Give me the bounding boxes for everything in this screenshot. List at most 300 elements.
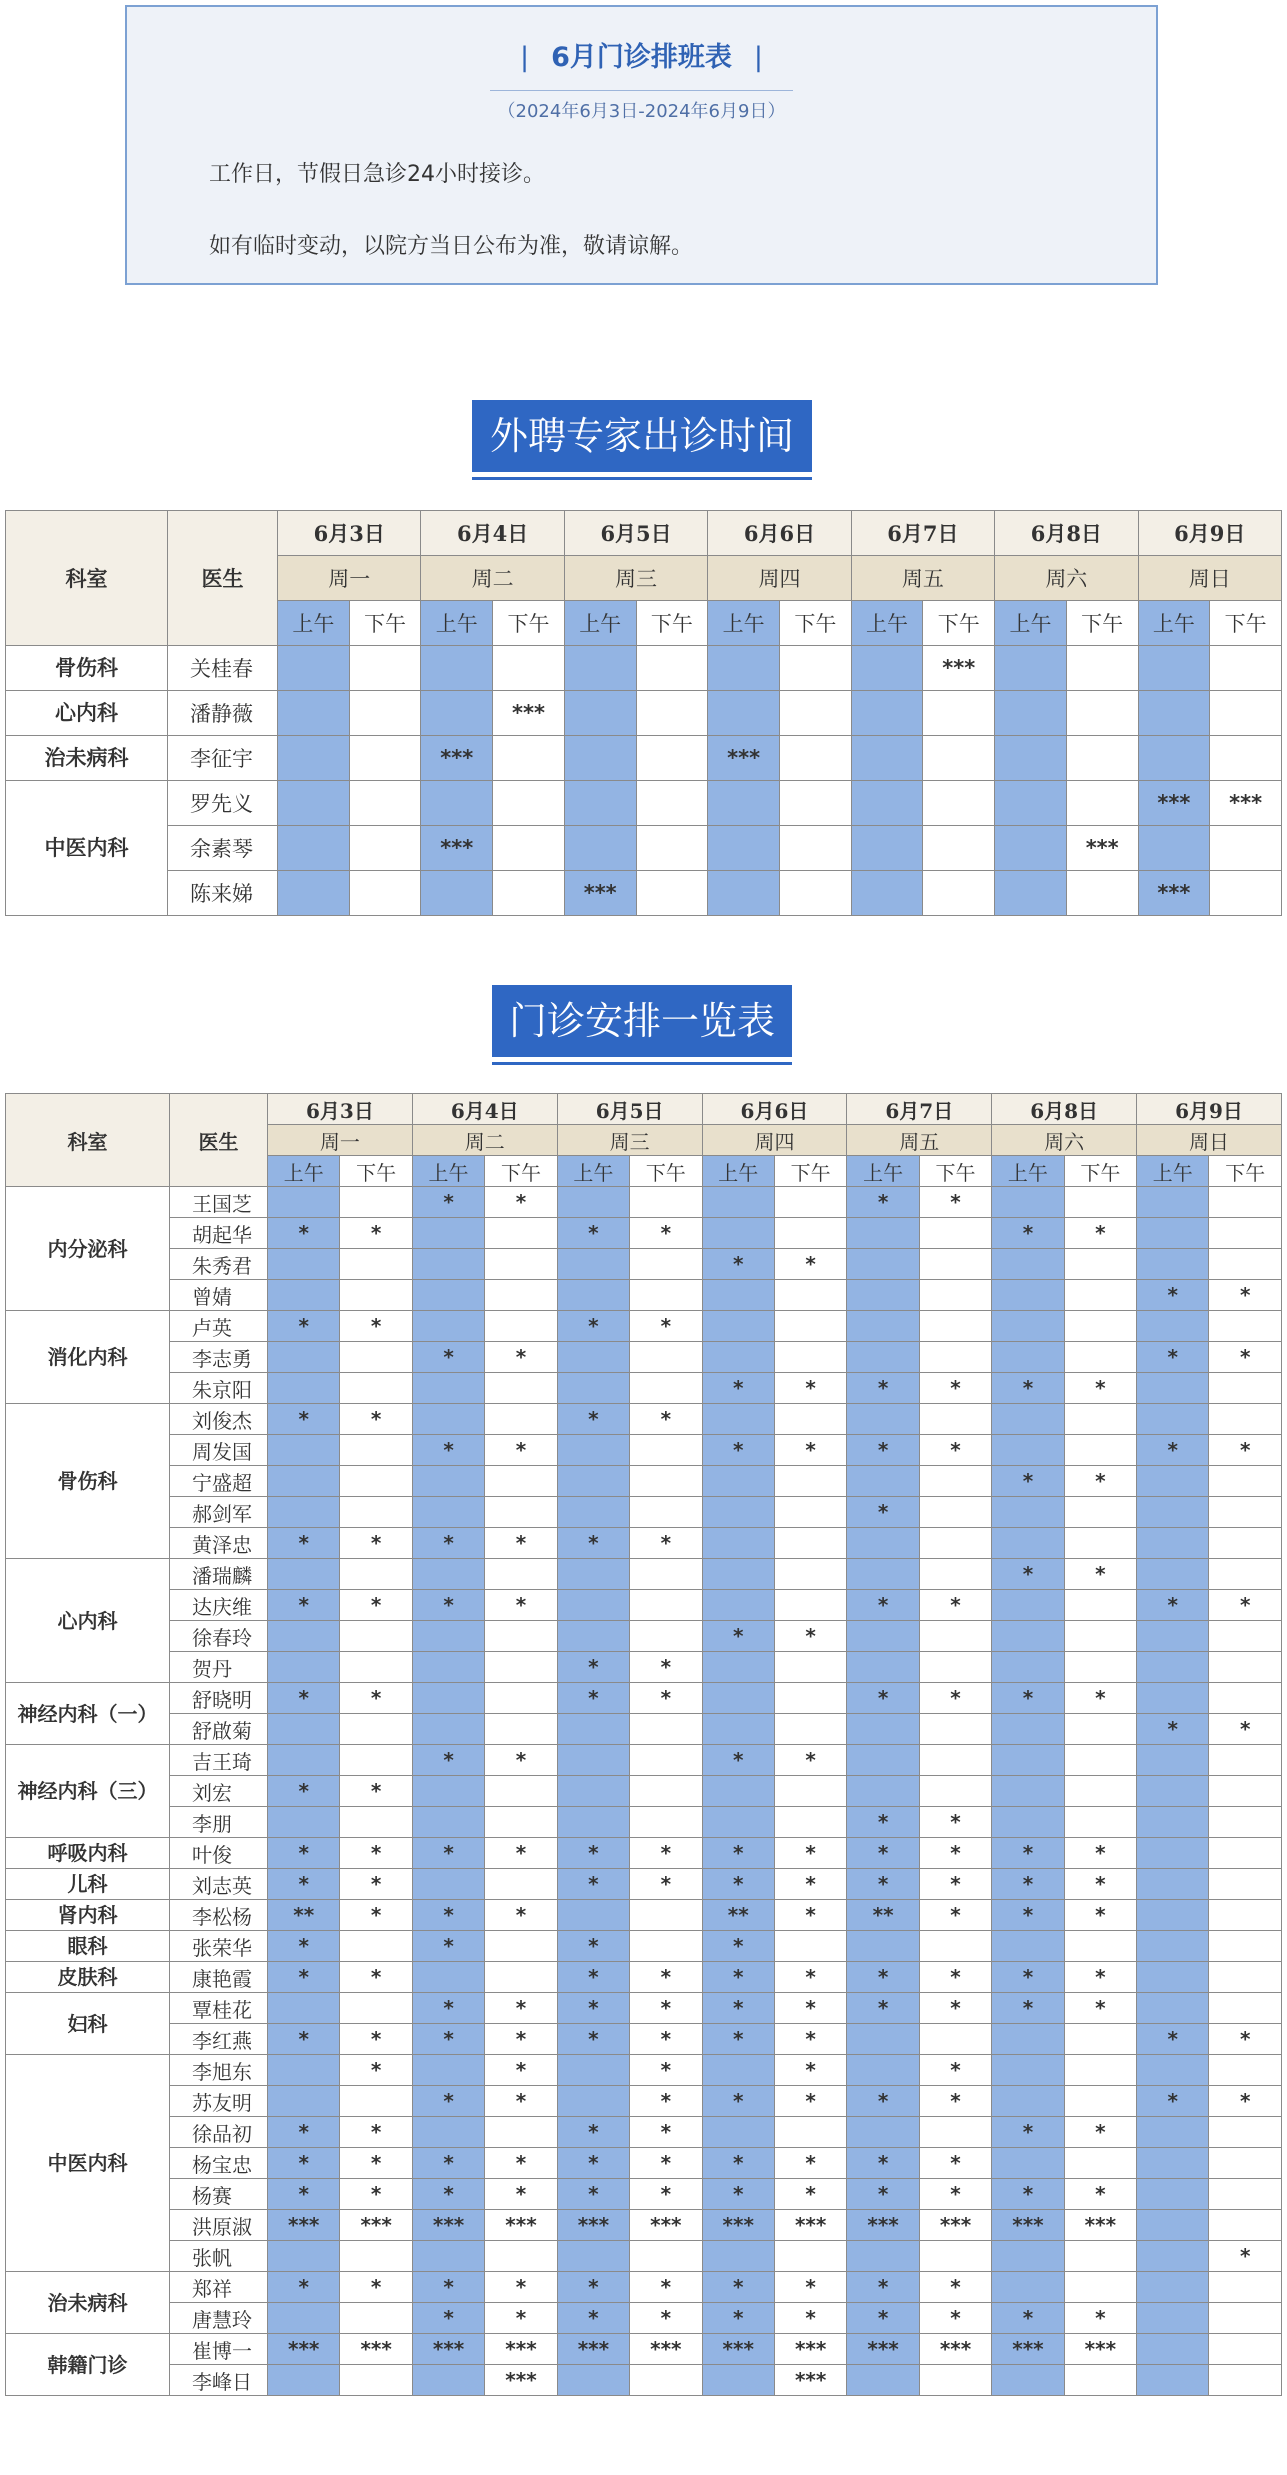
schedule-slot <box>1066 871 1138 916</box>
doctor-name: 潘瑞麟 <box>170 1559 268 1590</box>
schedule-slot <box>919 1218 991 1249</box>
schedule-slot: * <box>774 1435 846 1466</box>
schedule-slot <box>1064 1342 1136 1373</box>
schedule-slot <box>1138 646 1210 691</box>
schedule-slot: * <box>340 2024 412 2055</box>
schedule-slot <box>847 1652 919 1683</box>
department-cell: 治未病科 <box>6 736 168 781</box>
schedule-slot <box>349 646 421 691</box>
schedule-slot <box>268 2303 340 2334</box>
schedule-slot <box>919 1621 991 1652</box>
am-header: 上午 <box>421 601 493 646</box>
schedule-slot <box>919 1466 991 1497</box>
schedule-slot: * <box>919 1993 991 2024</box>
schedule-slot <box>774 1280 846 1311</box>
schedule-slot <box>702 1342 774 1373</box>
schedule-slot: *** <box>412 2210 484 2241</box>
schedule-slot: *** <box>485 2210 557 2241</box>
table-row <box>6 826 1282 871</box>
schedule-slot <box>485 1621 557 1652</box>
schedule-slot: * <box>919 1962 991 1993</box>
schedule-slot: *** <box>1064 2334 1136 2365</box>
schedule-slot: * <box>919 2303 991 2334</box>
schedule-slot <box>421 781 493 826</box>
schedule-slot: *** <box>992 2334 1064 2365</box>
schedule-slot: * <box>268 1962 340 1993</box>
schedule-slot: *** <box>557 2334 629 2365</box>
schedule-slot <box>1064 1714 1136 1745</box>
schedule-slot <box>779 691 851 736</box>
schedule-slot <box>349 781 421 826</box>
table-row <box>6 1559 1282 1590</box>
schedule-slot <box>1210 871 1282 916</box>
schedule-slot <box>995 781 1067 826</box>
schedule-slot <box>919 1931 991 1962</box>
schedule-slot <box>630 1776 702 1807</box>
am-header: 上午 <box>702 1156 774 1187</box>
schedule-slot <box>774 1404 846 1435</box>
schedule-slot <box>564 736 636 781</box>
schedule-slot: * <box>557 1993 629 2024</box>
department-cell: 儿科 <box>6 1869 170 1900</box>
doctor-name: 李朋 <box>170 1807 268 1838</box>
schedule-slot <box>992 1931 1064 1962</box>
department-cell: 骨伤科 <box>6 646 168 691</box>
schedule-slot: * <box>557 1962 629 1993</box>
weekday-header: 周二 <box>412 1125 557 1156</box>
schedule-slot <box>340 1621 412 1652</box>
schedule-slot: * <box>340 2117 412 2148</box>
schedule-section-title: 门诊安排一览表 <box>492 985 792 1057</box>
schedule-slot: * <box>774 2086 846 2117</box>
table-row <box>6 1590 1282 1621</box>
schedule-slot <box>847 2241 919 2272</box>
schedule-slot: * <box>1064 2179 1136 2210</box>
schedule-slot <box>630 2241 702 2272</box>
schedule-slot <box>1137 2179 1209 2210</box>
schedule-slot: * <box>268 2024 340 2055</box>
schedule-slot <box>340 1435 412 1466</box>
doctor-name: 李旭东 <box>170 2055 268 2086</box>
date-header: 6月7日 <box>851 511 994 556</box>
schedule-slot <box>1137 2148 1209 2179</box>
schedule-slot: * <box>630 1869 702 1900</box>
schedule-slot <box>630 1249 702 1280</box>
schedule-slot <box>992 1497 1064 1528</box>
schedule-slot: * <box>557 2117 629 2148</box>
schedule-slot <box>702 2365 774 2396</box>
date-header: 6月4日 <box>412 1094 557 1125</box>
schedule-slot <box>1064 1745 1136 1776</box>
schedule-slot: * <box>1137 2024 1209 2055</box>
schedule-slot: *** <box>412 2334 484 2365</box>
table-row <box>6 1869 1282 1900</box>
schedule-slot <box>1209 1931 1281 1962</box>
schedule-slot: *** <box>774 2365 846 2396</box>
schedule-slot: * <box>485 1745 557 1776</box>
schedule-slot <box>340 1342 412 1373</box>
schedule-slot <box>1064 1528 1136 1559</box>
schedule-slot <box>412 1683 484 1714</box>
schedule-slot <box>1209 1311 1281 1342</box>
doctor-name: 陈来娣 <box>168 871 278 916</box>
schedule-slot <box>1137 1559 1209 1590</box>
schedule-slot <box>851 871 923 916</box>
table-row <box>6 1466 1282 1497</box>
schedule-slot: *** <box>485 2365 557 2396</box>
schedule-slot: * <box>630 1218 702 1249</box>
schedule-slot <box>630 1466 702 1497</box>
schedule-slot <box>1209 2272 1281 2303</box>
schedule-slot <box>1064 1931 1136 1962</box>
date-header: 6月6日 <box>708 511 851 556</box>
schedule-slot <box>851 691 923 736</box>
schedule-slot <box>1209 1869 1281 1900</box>
schedule-slot <box>851 781 923 826</box>
schedule-slot <box>412 1621 484 1652</box>
schedule-slot <box>702 1807 774 1838</box>
schedule-slot <box>557 1776 629 1807</box>
schedule-slot <box>340 1187 412 1218</box>
schedule-slot: * <box>1137 2086 1209 2117</box>
schedule-slot <box>636 736 708 781</box>
schedule-slot <box>1209 1218 1281 1249</box>
schedule-slot <box>1137 1652 1209 1683</box>
schedule-slot <box>340 2241 412 2272</box>
schedule-slot <box>557 2241 629 2272</box>
schedule-slot <box>1137 2365 1209 2396</box>
schedule-slot <box>485 1931 557 1962</box>
table-row <box>6 1745 1282 1776</box>
schedule-slot <box>847 2365 919 2396</box>
schedule-slot: * <box>268 1838 340 1869</box>
schedule-slot <box>340 1807 412 1838</box>
schedule-slot: * <box>557 1528 629 1559</box>
schedule-slot <box>564 781 636 826</box>
schedule-slot: *** <box>847 2334 919 2365</box>
am-header: 上午 <box>557 1156 629 1187</box>
schedule-slot <box>268 1435 340 1466</box>
schedule-slot: * <box>919 1900 991 1931</box>
schedule-slot <box>847 2055 919 2086</box>
schedule-slot <box>485 1466 557 1497</box>
schedule-slot: * <box>630 2055 702 2086</box>
schedule-slot <box>485 1311 557 1342</box>
schedule-slot: * <box>774 2272 846 2303</box>
schedule-slot <box>412 1962 484 1993</box>
schedule-slot <box>340 2086 412 2117</box>
table-row <box>6 2303 1282 2334</box>
table-row <box>6 736 1282 781</box>
notice-line-1: 工作日，节假日急诊24小时接诊。 <box>209 162 545 187</box>
schedule-slot: * <box>1209 1590 1281 1621</box>
schedule-slot <box>1064 1807 1136 1838</box>
schedule-slot: *** <box>1064 2210 1136 2241</box>
schedule-slot: * <box>919 1838 991 1869</box>
notice-title-text: 6月门诊排班表 <box>551 42 732 73</box>
schedule-slot <box>702 1590 774 1621</box>
schedule-slot <box>1137 1869 1209 1900</box>
table-row <box>6 2272 1282 2303</box>
schedule-slot <box>919 2241 991 2272</box>
schedule-slot <box>557 1590 629 1621</box>
schedule-slot <box>708 781 780 826</box>
schedule-slot <box>630 2365 702 2396</box>
schedule-slot: * <box>412 1745 484 1776</box>
schedule-slot: * <box>847 1683 919 1714</box>
schedule-slot: * <box>340 1900 412 1931</box>
table-row <box>6 1652 1282 1683</box>
schedule-slot: * <box>992 1683 1064 1714</box>
schedule-slot: * <box>630 1311 702 1342</box>
doctor-name: 刘宏 <box>170 1776 268 1807</box>
schedule-slot <box>774 1590 846 1621</box>
schedule-slot <box>485 1776 557 1807</box>
doctor-name: 叶俊 <box>170 1838 268 1869</box>
schedule-slot: * <box>485 2303 557 2334</box>
schedule-slot: * <box>919 2148 991 2179</box>
schedule-slot: * <box>485 1993 557 2024</box>
schedule-slot: * <box>412 2179 484 2210</box>
pm-header: 下午 <box>923 601 995 646</box>
schedule-slot <box>774 1714 846 1745</box>
dept-header: 科室 <box>6 1094 170 1187</box>
pm-header: 下午 <box>1066 601 1138 646</box>
schedule-slot: *** <box>421 826 493 871</box>
schedule-slot: * <box>1209 1342 1281 1373</box>
schedule-slot <box>919 1745 991 1776</box>
schedule-slot: * <box>847 1869 919 1900</box>
schedule-slot: * <box>557 1311 629 1342</box>
schedule-slot <box>349 871 421 916</box>
schedule-slot <box>564 691 636 736</box>
doctor-name: 郑祥 <box>170 2272 268 2303</box>
schedule-slot: * <box>702 2303 774 2334</box>
schedule-slot <box>1137 2272 1209 2303</box>
schedule-slot <box>268 1466 340 1497</box>
schedule-slot <box>557 1342 629 1373</box>
table-row <box>6 1931 1282 1962</box>
schedule-slot <box>340 1280 412 1311</box>
schedule-slot <box>851 736 923 781</box>
schedule-slot: * <box>485 1590 557 1621</box>
schedule-slot: * <box>268 1218 340 1249</box>
schedule-slot <box>1210 646 1282 691</box>
schedule-slot <box>1137 1373 1209 1404</box>
schedule-slot <box>349 826 421 871</box>
doctor-name: 李志勇 <box>170 1342 268 1373</box>
schedule-slot <box>1210 736 1282 781</box>
am-header: 上午 <box>1137 1156 1209 1187</box>
doctor-name: 宁盛超 <box>170 1466 268 1497</box>
schedule-slot: * <box>630 1838 702 1869</box>
schedule-slot <box>412 1652 484 1683</box>
schedule-slot: * <box>919 1869 991 1900</box>
schedule-slot <box>1209 2117 1281 2148</box>
schedule-slot <box>851 826 923 871</box>
schedule-slot: * <box>1064 1559 1136 1590</box>
schedule-slot: * <box>557 2272 629 2303</box>
schedule-slot <box>268 1249 340 1280</box>
schedule-slot <box>847 1218 919 1249</box>
schedule-slot <box>1064 1435 1136 1466</box>
doctor-name: 达庆维 <box>170 1590 268 1621</box>
schedule-slot <box>992 1652 1064 1683</box>
schedule-slot <box>995 826 1067 871</box>
schedule-slot: * <box>485 2179 557 2210</box>
schedule-slot <box>1209 1652 1281 1683</box>
schedule-slot: *** <box>421 736 493 781</box>
date-header: 6月8日 <box>995 511 1138 556</box>
schedule-slot <box>630 1187 702 1218</box>
date-header: 6月5日 <box>564 511 707 556</box>
pm-header: 下午 <box>779 601 851 646</box>
schedule-slot <box>1209 1807 1281 1838</box>
schedule-slot: *** <box>493 691 565 736</box>
schedule-slot: *** <box>268 2334 340 2365</box>
schedule-slot <box>412 1404 484 1435</box>
schedule-slot <box>1137 1466 1209 1497</box>
doctor-name: 杨宝忠 <box>170 2148 268 2179</box>
schedule-slot <box>1137 1838 1209 1869</box>
schedule-slot <box>268 2086 340 2117</box>
schedule-slot <box>702 1683 774 1714</box>
schedule-slot: * <box>919 2272 991 2303</box>
schedule-slot <box>1137 1218 1209 1249</box>
schedule-slot <box>278 871 350 916</box>
schedule-slot <box>919 1404 991 1435</box>
schedule-slot: * <box>702 1621 774 1652</box>
schedule-slot <box>1137 1528 1209 1559</box>
table-row <box>6 1900 1282 1931</box>
schedule-slot: * <box>702 1993 774 2024</box>
schedule-slot: * <box>702 2086 774 2117</box>
schedule-slot: * <box>630 2024 702 2055</box>
schedule-slot <box>1064 2024 1136 2055</box>
doctor-name: 余素琴 <box>168 826 278 871</box>
schedule-slot <box>702 1652 774 1683</box>
schedule-slot: * <box>557 1218 629 1249</box>
weekday-header: 周六 <box>995 556 1138 601</box>
department-cell: 中医内科 <box>6 2055 170 2272</box>
schedule-slot <box>557 2055 629 2086</box>
schedule-slot: * <box>412 1342 484 1373</box>
schedule-slot <box>1209 1683 1281 1714</box>
schedule-slot: * <box>1064 1962 1136 1993</box>
schedule-slot: * <box>992 2179 1064 2210</box>
schedule-slot: * <box>847 1590 919 1621</box>
schedule-slot: * <box>919 1807 991 1838</box>
schedule-slot <box>557 1559 629 1590</box>
pm-header: 下午 <box>1209 1156 1281 1187</box>
schedule-slot <box>485 1280 557 1311</box>
schedule-slot: * <box>1209 2086 1281 2117</box>
notice-title <box>127 35 1156 74</box>
schedule-slot: * <box>340 1683 412 1714</box>
schedule-slot <box>995 871 1067 916</box>
schedule-slot: * <box>774 1869 846 1900</box>
schedule-slot <box>412 1466 484 1497</box>
schedule-slot <box>702 2241 774 2272</box>
doctor-name: 李峰日 <box>170 2365 268 2396</box>
schedule-slot <box>992 1807 1064 1838</box>
schedule-slot <box>268 1652 340 1683</box>
schedule-slot <box>1138 736 1210 781</box>
schedule-slot <box>349 736 421 781</box>
schedule-slot <box>919 2117 991 2148</box>
department-cell: 心内科 <box>6 691 168 736</box>
schedule-slot: * <box>1209 2241 1281 2272</box>
schedule-slot: * <box>702 1869 774 1900</box>
schedule-slot <box>847 1559 919 1590</box>
schedule-slot <box>1064 2055 1136 2086</box>
table-row <box>6 1311 1282 1342</box>
table-row <box>6 1714 1282 1745</box>
schedule-slot: * <box>847 2148 919 2179</box>
schedule-slot: * <box>268 1683 340 1714</box>
schedule-slot: * <box>992 2117 1064 2148</box>
schedule-slot: * <box>412 1187 484 1218</box>
schedule-slot <box>779 871 851 916</box>
schedule-slot: * <box>485 2055 557 2086</box>
schedule-slot: * <box>774 1621 846 1652</box>
schedule-slot: * <box>557 1838 629 1869</box>
schedule-slot <box>779 646 851 691</box>
header-row-dates <box>6 511 1282 556</box>
table-row <box>6 1683 1282 1714</box>
schedule-slot: * <box>485 2086 557 2117</box>
doctor-name: 胡起华 <box>170 1218 268 1249</box>
schedule-slot <box>992 1249 1064 1280</box>
schedule-slot <box>1064 1280 1136 1311</box>
schedule-slot <box>1064 2365 1136 2396</box>
schedule-slot <box>340 1373 412 1404</box>
department-cell: 骨伤科 <box>6 1404 170 1559</box>
schedule-slot <box>702 1404 774 1435</box>
schedule-slot <box>412 1776 484 1807</box>
schedule-slot <box>992 2365 1064 2396</box>
schedule-slot <box>847 1404 919 1435</box>
am-header: 上午 <box>1138 601 1210 646</box>
schedule-slot <box>1137 2210 1209 2241</box>
schedule-slot <box>421 691 493 736</box>
schedule-slot <box>485 2241 557 2272</box>
schedule-slot <box>1209 1838 1281 1869</box>
schedule-slot <box>412 1559 484 1590</box>
pm-header: 下午 <box>485 1156 557 1187</box>
schedule-slot: * <box>847 1838 919 1869</box>
schedule-slot <box>1209 1466 1281 1497</box>
schedule-slot <box>847 1311 919 1342</box>
department-cell: 神经内科（三） <box>6 1745 170 1838</box>
table-row <box>6 1342 1282 1373</box>
doctor-name: 舒啟菊 <box>170 1714 268 1745</box>
schedule-slot <box>919 1776 991 1807</box>
schedule-slot <box>412 1311 484 1342</box>
schedule-slot: * <box>774 1249 846 1280</box>
schedule-slot <box>557 1621 629 1652</box>
schedule-slot <box>847 1466 919 1497</box>
schedule-slot: *** <box>919 2210 991 2241</box>
schedule-slot <box>340 1559 412 1590</box>
schedule-slot: * <box>919 1373 991 1404</box>
schedule-slot <box>1209 1497 1281 1528</box>
schedule-slot: * <box>340 1776 412 1807</box>
schedule-slot: * <box>702 1249 774 1280</box>
table-row <box>6 1218 1282 1249</box>
schedule-slot <box>1064 2148 1136 2179</box>
table-row <box>6 781 1282 826</box>
